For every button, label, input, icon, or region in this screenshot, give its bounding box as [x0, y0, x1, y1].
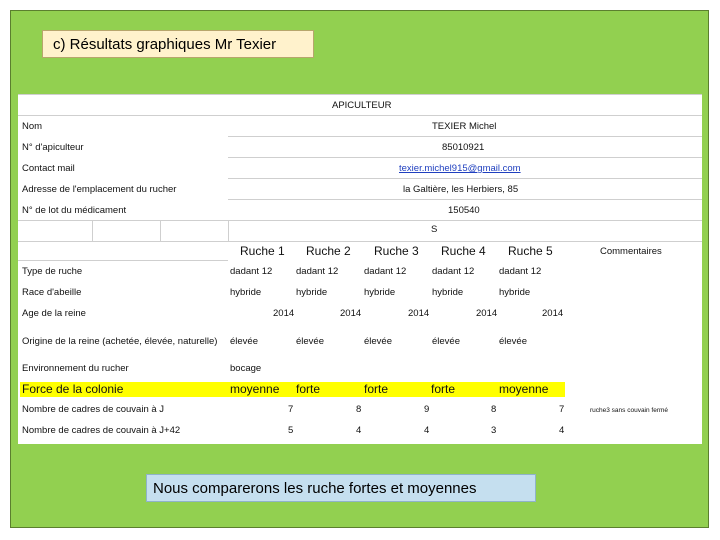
grid-line [228, 220, 229, 242]
race-4: hybride [432, 287, 464, 298]
couvain-j42-5: 4 [559, 425, 565, 436]
force-label: Force de la colonie [20, 382, 228, 397]
race-1: hybride [230, 287, 262, 298]
slide-title: c) Résultats graphiques Mr Texier [42, 30, 314, 58]
couvain-j42-1: 5 [288, 425, 294, 436]
ruche-3-header: Ruche 3 [374, 244, 419, 258]
info-value-nom: TEXIER Michel [432, 121, 497, 132]
conclusion-box: Nous comparerons les ruche fortes et moyennes [146, 474, 536, 502]
couvain-j-4: 8 [491, 404, 497, 415]
force-3: forte [362, 382, 430, 397]
origine-4: élevée [432, 336, 460, 347]
info-label-contact: Contact mail [22, 163, 75, 174]
email-link[interactable]: texier.michel915@gmail.com [399, 163, 521, 174]
origine-3: élevée [364, 336, 392, 347]
couvain-j42-4: 3 [491, 425, 497, 436]
couvain-j42-label: Nombre de cadres de couvain à J+42 [22, 425, 181, 436]
age-5: 2014 [542, 308, 564, 319]
age-2: 2014 [340, 308, 362, 319]
type-ruche-4: dadant 12 [432, 266, 475, 277]
info-value-numero: 85010921 [442, 142, 485, 153]
ruche-2-header: Ruche 2 [306, 244, 351, 258]
info-label-lot: N° de lot du médicament [22, 205, 127, 216]
type-ruche-label: Type de ruche [22, 266, 83, 277]
s-label: S [431, 224, 438, 235]
force-1: moyenne [228, 382, 296, 397]
type-ruche-1: dadant 12 [230, 266, 273, 277]
race-3: hybride [364, 287, 396, 298]
ruche-1-header: Ruche 1 [240, 244, 285, 258]
couvain-j-5: 7 [559, 404, 565, 415]
apiculteur-header: APICULTEUR [332, 100, 392, 111]
age-label: Age de la reine [22, 308, 86, 319]
grid-line [18, 241, 702, 242]
type-ruche-2: dadant 12 [296, 266, 339, 277]
environnement-label: Environnement du rucher [22, 363, 129, 374]
origine-2: élevée [296, 336, 324, 347]
couvain-j-label: Nombre de cadres de couvain à J [22, 404, 165, 415]
commentaires-header: Commentaires [600, 246, 662, 257]
origine-label: Origine de la reine (achetée, élevée, naturelle) [22, 336, 218, 347]
grid-line [18, 260, 228, 261]
grid-line [228, 157, 702, 158]
info-label-adresse: Adresse de l'emplacement du rucher [22, 184, 177, 195]
race-2: hybride [296, 287, 328, 298]
force-4: forte [429, 382, 497, 397]
grid-line [92, 220, 93, 242]
grid-line [160, 220, 161, 242]
race-5: hybride [499, 287, 531, 298]
age-4: 2014 [476, 308, 498, 319]
type-ruche-3: dadant 12 [364, 266, 407, 277]
environnement-value: bocage [230, 363, 262, 374]
grid-line [228, 136, 702, 137]
couvain-j-1: 7 [288, 404, 294, 415]
info-label-nom: Nom [22, 121, 43, 132]
force-5: moyenne [497, 382, 565, 397]
age-3: 2014 [408, 308, 430, 319]
origine-5: élevée [499, 336, 527, 347]
couvain-comment: ruche3 sans couvain fermé [590, 407, 669, 414]
grid-line [18, 220, 702, 221]
race-label: Race d'abeille [22, 287, 82, 298]
results-sheet [18, 94, 702, 444]
grid-line [228, 199, 702, 200]
couvain-j-3: 9 [424, 404, 430, 415]
ruche-4-header: Ruche 4 [441, 244, 486, 258]
couvain-j-2: 8 [356, 404, 362, 415]
grid-line [228, 178, 702, 179]
type-ruche-5: dadant 12 [499, 266, 542, 277]
info-label-numero: N° d'apiculteur [22, 142, 84, 153]
ruche-5-header: Ruche 5 [508, 244, 553, 258]
couvain-j42-3: 4 [424, 425, 430, 436]
origine-1: élevée [230, 336, 258, 347]
force-2: forte [294, 382, 364, 397]
grid-line [18, 94, 702, 95]
grid-line [18, 115, 702, 116]
info-value-lot: 150540 [448, 205, 480, 216]
info-value-adresse: la Galtière, les Herbiers, 85 [403, 184, 519, 195]
age-1: 2014 [273, 308, 295, 319]
couvain-j42-2: 4 [356, 425, 362, 436]
